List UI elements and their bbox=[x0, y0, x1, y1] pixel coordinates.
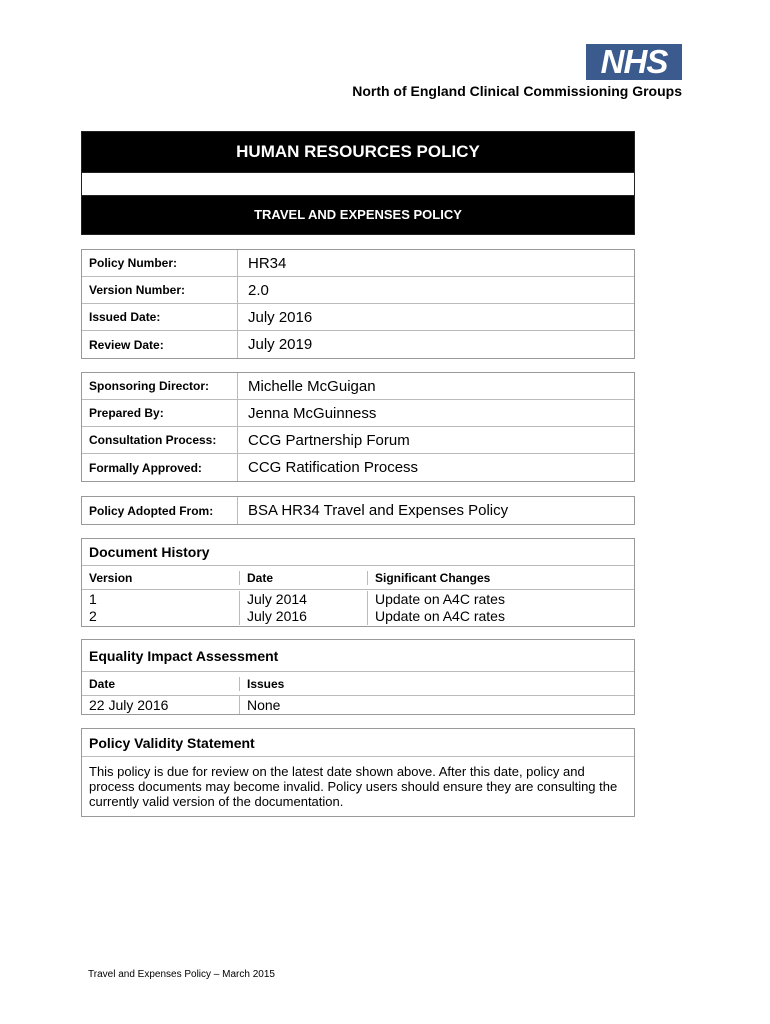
organisation-name: North of England Clinical Commissioning Groups bbox=[352, 83, 682, 99]
policy-adopted-table bbox=[81, 496, 635, 525]
column-header: Version bbox=[89, 570, 133, 585]
row-label: Formally Approved: bbox=[89, 460, 202, 475]
validity-statement-text: This policy is due for review on the latest date shown above. After this date, policy and process documents may become invalid. Policy users should ensure they are consulting the currently valid version of the documentation. bbox=[89, 764, 618, 809]
table-row bbox=[82, 304, 634, 331]
cell-version: 1 bbox=[89, 591, 97, 607]
column-header: Issues bbox=[239, 677, 634, 691]
row-label: Issued Date: bbox=[89, 310, 161, 324]
cell-date: 22 July 2016 bbox=[89, 697, 169, 713]
column-headers bbox=[82, 672, 634, 696]
table-row bbox=[82, 591, 634, 608]
policy-validity-box bbox=[81, 728, 635, 817]
title-spacer bbox=[82, 172, 634, 196]
row-label: Review Date: bbox=[89, 337, 164, 352]
title-block bbox=[81, 131, 635, 235]
cell-date: July 2016 bbox=[239, 608, 367, 625]
nhs-logo: NHS bbox=[586, 44, 682, 80]
cell-date: July 2014 bbox=[239, 591, 367, 608]
table-row bbox=[82, 331, 634, 358]
section-heading: Document History bbox=[82, 539, 634, 566]
table-row bbox=[82, 608, 634, 625]
section-heading: Equality Impact Assessment bbox=[82, 640, 634, 672]
table-row bbox=[82, 497, 634, 524]
row-value: Jenna McGuinness bbox=[237, 400, 376, 426]
column-header: Significant Changes bbox=[367, 571, 634, 585]
row-label: Prepared By: bbox=[89, 406, 164, 420]
page-footer: Travel and Expenses Policy – March 2015 bbox=[88, 969, 275, 980]
row-label: Version Number: bbox=[89, 283, 186, 297]
row-label: Sponsoring Director: bbox=[89, 379, 210, 393]
table-row bbox=[82, 427, 634, 454]
policy-category-title: HUMAN RESOURCES POLICY bbox=[82, 132, 634, 172]
column-header: Date bbox=[89, 676, 116, 691]
table-row bbox=[82, 454, 634, 481]
cell-changes: Update on A4C rates bbox=[367, 591, 634, 608]
row-value: Michelle McGuigan bbox=[237, 373, 376, 399]
table-row bbox=[82, 277, 634, 304]
section-heading: Policy Validity Statement bbox=[82, 729, 634, 757]
equality-impact-table bbox=[81, 639, 635, 715]
row-value: July 2016 bbox=[237, 304, 312, 330]
row-value: BSA HR34 Travel and Expenses Policy bbox=[237, 497, 508, 524]
row-value: HR34 bbox=[237, 250, 286, 276]
table-row bbox=[82, 696, 634, 714]
table-row bbox=[82, 400, 634, 427]
policy-info-table bbox=[81, 249, 635, 359]
cell-issues: None bbox=[239, 696, 634, 714]
row-value: CCG Ratification Process bbox=[237, 454, 418, 481]
table-row bbox=[82, 373, 634, 400]
row-value: July 2019 bbox=[237, 331, 312, 358]
row-label: Policy Adopted From: bbox=[89, 503, 214, 518]
policy-title: TRAVEL AND EXPENSES POLICY bbox=[82, 196, 634, 234]
row-label: Consultation Process: bbox=[89, 433, 217, 447]
row-value: 2.0 bbox=[237, 277, 269, 303]
approval-info-table bbox=[81, 372, 635, 482]
document-history-table bbox=[81, 538, 635, 627]
column-header: Date bbox=[239, 571, 367, 585]
table-row bbox=[82, 250, 634, 277]
column-headers bbox=[82, 566, 634, 590]
cell-changes: Update on A4C rates bbox=[367, 608, 634, 625]
row-label: Policy Number: bbox=[89, 256, 178, 270]
cell-version: 2 bbox=[89, 608, 97, 624]
row-value: CCG Partnership Forum bbox=[237, 427, 410, 453]
